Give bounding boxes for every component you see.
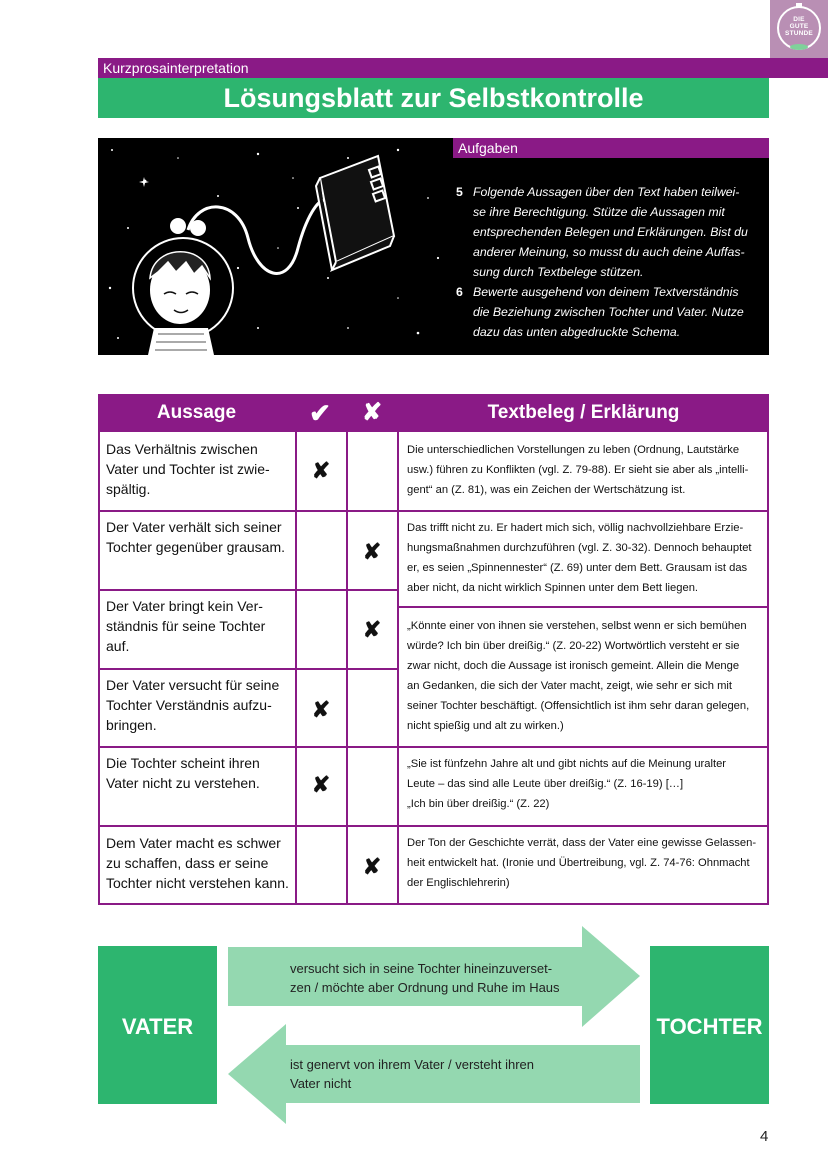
- evidence-line: hungsmaßnahmen durchzuführen (vgl. Z. 30-32). Dennoch behauptet: [407, 542, 752, 554]
- task-line: dazu das unten abgedruckte Schema.: [473, 325, 681, 339]
- statement-line: Dem Vater macht es schwer: [106, 835, 281, 851]
- arrow-left-text: [290, 1055, 534, 1093]
- task-number: 5: [456, 185, 463, 199]
- row-divider: [98, 668, 397, 670]
- check-mark: ✘: [311, 458, 331, 483]
- evidence-line: zwar nicht, doch die Aussage ist ironisch gemeint. Allein die Menge: [407, 660, 740, 672]
- task-item: [456, 182, 756, 282]
- vater-label: VATER: [121, 1014, 194, 1039]
- row-divider: [98, 825, 769, 827]
- statement-line: Tochter nicht verstehen kann.: [106, 875, 289, 891]
- tochter-label: TOCHTER: [656, 1014, 763, 1039]
- task-line: anderer Meinung, so musst du auch deine Auffas-: [473, 245, 745, 259]
- evidence-cell-merged: [407, 616, 763, 736]
- statement-line: spältig.: [106, 481, 151, 497]
- task-line: Folgende Aussagen über den Text haben teilwei-: [473, 185, 740, 199]
- statement-line: Tochter Verständnis aufzu-: [106, 697, 272, 713]
- task-line: Bewerte ausgehend von deinem Textverständnis: [473, 285, 739, 299]
- astronaut-book-illustration: [98, 138, 453, 355]
- evidence-line: „Sie ist fünfzehn Jahre alt und gibt nichts auf die Meinung uralter: [407, 758, 727, 770]
- logo-text-line: STUNDE: [785, 30, 813, 37]
- evidence-line: gent“ an (Z. 81), was ein Zeichen der Wertschätzung ist.: [407, 484, 686, 496]
- evidence-line: „Ich bin über dreißig.“ (Z. 22): [407, 798, 550, 810]
- page-number: 4: [760, 1128, 769, 1145]
- logo-text-line: GUTE: [789, 23, 809, 30]
- task-number: 6: [456, 285, 463, 299]
- evidence-cell: [407, 833, 763, 893]
- page-title: Lösungsblatt zur Selbstkontrolle: [223, 83, 644, 113]
- arrow-right-text: [290, 959, 560, 997]
- cross-mark: ✘: [362, 539, 382, 564]
- evidence-line: der Englischlehrerin): [407, 877, 510, 889]
- evidence-line: würde? Ich bin über dreißig.“ (Z. 20-22) Wortwörtlich versteht er sie: [407, 640, 740, 652]
- evidence-line: er, es seien „Spinnennester“ (Z. 69) unter dem Bett. Grausam ist das: [407, 562, 748, 574]
- evidence-line: Das trifft nicht zu. Er hadert mich sich, völlig nachvollziehbare Erzie-: [407, 522, 744, 534]
- task-line: entsprechenden Belegen und Erklärungen. Bist du: [473, 225, 748, 239]
- statement-line: auf.: [106, 638, 130, 654]
- statement-line: zu schaffen, dass er seine: [106, 855, 269, 871]
- statement-line: Der Vater verhält sich seiner: [106, 519, 282, 535]
- table-divider: [397, 432, 399, 905]
- evidence-line: Leute – das sind alle Leute über dreißig.“ (Z. 16-19) […]: [407, 778, 684, 790]
- statement-line: Das Verhältnis zwischen: [106, 441, 258, 457]
- relationship-arrows: [226, 924, 642, 1130]
- evidence-line: Der Ton der Geschichte verrät, dass der Vater eine gewisse Gelassen-: [407, 837, 757, 849]
- table-header: [98, 394, 769, 432]
- statement-cell: [106, 517, 292, 557]
- evidence-line: „Könnte einer von ihnen sie verstehen, selbst wenn er sich bemühen: [407, 620, 747, 632]
- evidence-line: heit entwickelt hat. (Ironie und Übertreibung, vgl. Z. 74-76: Ohnmacht: [407, 857, 750, 869]
- evidence-line: seiner Tochter beschäftigt. (Offensichtlich ist ihm sehr daran gelegen,: [407, 700, 750, 712]
- statement-cell: [106, 439, 292, 499]
- statement-cell: [106, 753, 292, 793]
- statement-line: Der Vater bringt kein Ver-: [106, 598, 263, 614]
- statement-line: ständnis für seine Tochter: [106, 618, 266, 634]
- statement-line: Die Tochter scheint ihren: [106, 755, 260, 771]
- evidence-line: aber nicht, da nicht wirklich Spinnen unter dem Bett liegen.: [407, 582, 699, 594]
- evidence-line: Die unterschiedlichen Vorstellungen zu leben (Ordnung, Lautstärke: [407, 444, 740, 456]
- column-header-statement: Aussage: [156, 402, 237, 423]
- row-divider: [98, 589, 397, 591]
- arrow-text-line: ist genervt von ihrem Vater / versteht ihren: [290, 1057, 534, 1072]
- arrow-text-line: Vater nicht: [290, 1076, 352, 1091]
- evidence-cell: [407, 754, 763, 814]
- statement-line: Vater nicht zu verstehen.: [106, 775, 260, 791]
- cross-mark: ✘: [362, 854, 382, 879]
- task-line: die Beziehung zwischen Tochter und Vater. Nutze: [473, 305, 744, 319]
- evidence-line: an Gedanken, die sich der Vater macht, zeigt, wie sehr er sich mit: [407, 680, 732, 692]
- task-panel: [98, 138, 769, 355]
- column-header-cross: ✘: [361, 399, 383, 426]
- task-item: [456, 282, 756, 342]
- arrow-text-line: versucht sich in seine Tochter hineinzuverset-: [290, 961, 553, 976]
- check-mark: ✘: [311, 772, 331, 797]
- cross-mark: ✘: [362, 617, 382, 642]
- evidence-line: usw.) führen zu Konflikten (vgl. Z. 79-88). Er sieht sie aber als „intelli-: [407, 464, 749, 476]
- statement-line: Vater und Tochter ist zwie-: [106, 461, 270, 477]
- check-mark: ✘: [311, 697, 331, 722]
- evidence-line: nicht spießig und alt zu wirken.): [407, 720, 564, 732]
- statement-cell: [106, 675, 292, 735]
- logo-text-line: DIE: [793, 16, 805, 23]
- subject-label: Kurzprosainterpretation: [103, 60, 249, 76]
- task-text: [473, 282, 756, 342]
- statement-line: Tochter gegenüber grausam.: [106, 539, 285, 555]
- logo-leaf-icon: [790, 44, 808, 50]
- tasks-heading: Aufgaben: [458, 140, 518, 156]
- evidence-cell: [407, 440, 763, 500]
- arrow-text-line: zen / möchte aber Ordnung und Ruhe im Haus: [290, 980, 560, 995]
- row-divider: [397, 606, 769, 608]
- row-divider: [98, 746, 769, 748]
- column-header-evidence: Textbeleg / Erklärung: [487, 402, 680, 423]
- column-header-check: ✔: [309, 398, 331, 428]
- brand-logo: [770, 0, 828, 58]
- statement-line: Der Vater versucht für seine: [106, 677, 280, 693]
- statement-cell: [106, 596, 292, 656]
- task-line: se ihre Berechtigung. Stütze die Aussagen mit: [473, 205, 725, 219]
- row-divider: [98, 510, 769, 512]
- statement-line: bringen.: [106, 717, 157, 733]
- task-line: sung durch Textbelege stützen.: [473, 265, 644, 279]
- task-text: [473, 182, 756, 282]
- evidence-cell: [407, 518, 763, 598]
- statement-cell: [106, 833, 292, 893]
